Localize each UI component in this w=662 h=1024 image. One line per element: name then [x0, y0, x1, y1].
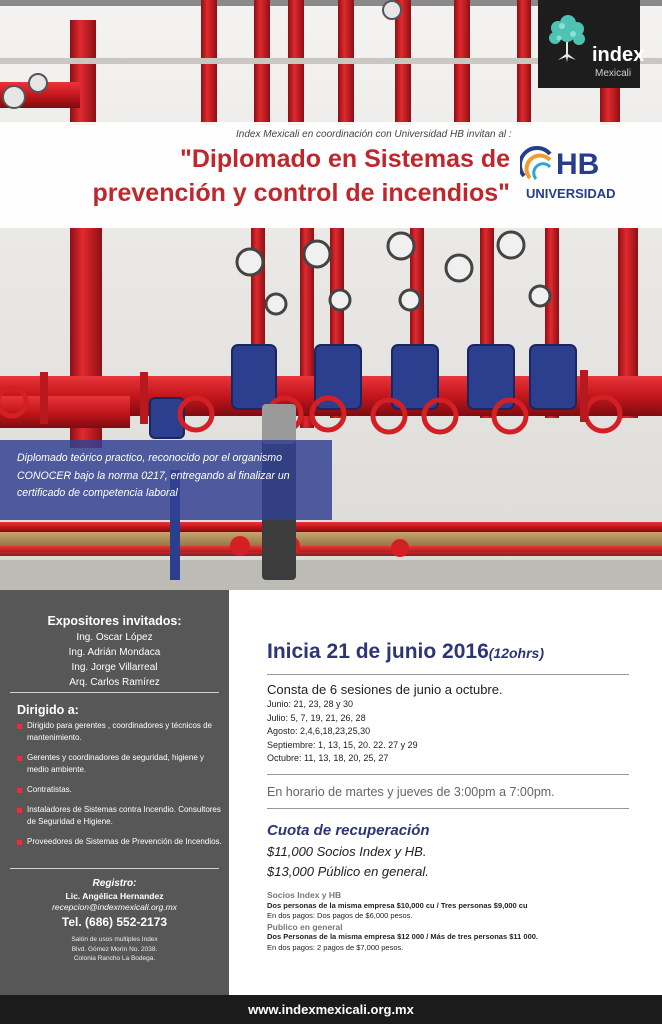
bullet-icon — [17, 840, 22, 845]
bullet-icon — [17, 788, 22, 793]
start-date: Inicia 21 de junio 2016(12ohrs) — [267, 640, 544, 663]
intro-line: Index Mexicali en coordinación con Universidad HB invitan al : — [236, 129, 512, 140]
list-item: Proveedores de Sistemas de Prevención de Incendios. — [17, 836, 222, 848]
registration-address: Salón de usos multiples Index Blvd. Gómez Morín No. 2038. Colonia Rancho La Bodega. — [71, 936, 158, 962]
logo-sub: Mexicali — [595, 68, 632, 79]
members-offer: Dos personas de la misma empresa $10,000 cu / Tres personas $9,000 cu — [267, 900, 528, 910]
index-logo — [538, 0, 645, 88]
page-title — [60, 142, 510, 210]
list-item: Junio: 21, 23, 28 y 30 — [267, 699, 354, 709]
fees-details — [267, 890, 657, 953]
members-price: $11,000 Socios Index y HB. — [267, 844, 427, 859]
speaker-name: Ing. Oscar López — [76, 632, 153, 643]
list-item: Septiembre: 1, 13, 15, 20. 22. 27 y 29 — [267, 739, 418, 750]
hb-name: UNIVERSIDAD — [526, 186, 616, 201]
divider — [267, 674, 629, 675]
public-heading: Publico en general — [267, 921, 343, 932]
start-time: (12ohrs) — [488, 645, 544, 661]
fees-prices — [267, 842, 429, 882]
title-banner — [0, 122, 662, 228]
diploma-description — [0, 440, 332, 520]
speaker-name: Arq. Carlos Ramírez — [69, 677, 160, 688]
list-item: Dirigido para gerentes , coordinadores y técnicos de mantenimiento. — [17, 720, 222, 744]
registration-email[interactable]: recepcion@indexmexicali.org.mx — [52, 902, 177, 912]
divider — [267, 774, 629, 775]
registration-heading: Registro: — [92, 878, 137, 889]
bullet-icon — [17, 724, 22, 729]
bullet-icon — [17, 808, 22, 813]
session-dates — [267, 698, 418, 766]
audience-heading: Dirigido a: — [17, 703, 79, 717]
title-line-1: "Diplomado en Sistemas de — [180, 145, 510, 173]
hb-university-logo — [520, 146, 640, 206]
registration-phone[interactable]: Tel. (686) 552-2173 — [61, 915, 168, 929]
list-item: Julio: 5, 7, 19, 21, 26, 28 — [267, 712, 366, 723]
tree-icon — [546, 14, 588, 64]
speakers-heading: Expositores invitados: — [47, 614, 182, 628]
title-line-2: prevención y control de incendios" — [92, 179, 510, 207]
footer — [0, 995, 662, 1024]
divider — [10, 868, 219, 869]
public-offer: Dos Personas de la misma empresa $12 000 / Más de tres personas $11 000. — [267, 932, 538, 941]
speaker-name: Ing. Jorge Villarreal — [71, 662, 158, 673]
members-payment: En dos pagos: Dos pagos de $6,000 pesos. — [267, 911, 413, 920]
registration-contact: Lic. Angélica Hernandez — [65, 891, 164, 901]
website-link[interactable]: www.indexmexicali.org.mx — [248, 1002, 414, 1017]
list-item: Contratistas. — [17, 784, 222, 796]
audience-list — [17, 720, 222, 856]
registration-block — [0, 878, 229, 964]
divider — [267, 808, 629, 809]
schedule-hours: En horario de martes y jueves de 3:00pm a 7:00pm. — [267, 785, 555, 799]
hb-emblem-icon — [520, 146, 556, 186]
list-item: Octubre: 11, 13, 18, 20, 25, 27 — [267, 753, 389, 763]
public-payment: En dos pagos: 2 pagos de $7,000 pesos. — [267, 942, 404, 952]
list-item: Instaladores de Sistemas contra Incendio. Consultores de Seguridad e Higiene. — [17, 804, 222, 828]
left-panel — [0, 590, 229, 995]
fees-heading: Cuota de recuperación — [267, 822, 430, 839]
divider — [10, 692, 219, 693]
bullet-icon — [17, 756, 22, 761]
sessions-summary: Consta de 6 sesiones de junio a octubre. — [267, 682, 503, 697]
hb-mark: HB — [556, 148, 600, 181]
logo-name: index — [592, 44, 645, 66]
speakers-list — [0, 630, 229, 690]
right-panel — [229, 590, 662, 995]
diploma-text: Diplomado teórico practico, reconocido por el organismo CONOCER bajo la norma 0217, entregando al finalizar un certificado de competencia laboral — [17, 452, 290, 499]
public-price: $13,000 Público en general. — [267, 864, 429, 879]
members-heading: Socios Index y HB — [267, 890, 342, 900]
speaker-name: Ing. Adrián Mondaca — [68, 647, 161, 658]
list-item: Agosto: 2,4,6,18,23,25,30 — [267, 726, 371, 736]
list-item: Gerentes y coordinadores de seguridad, higiene y medio ambiente. — [17, 752, 222, 776]
